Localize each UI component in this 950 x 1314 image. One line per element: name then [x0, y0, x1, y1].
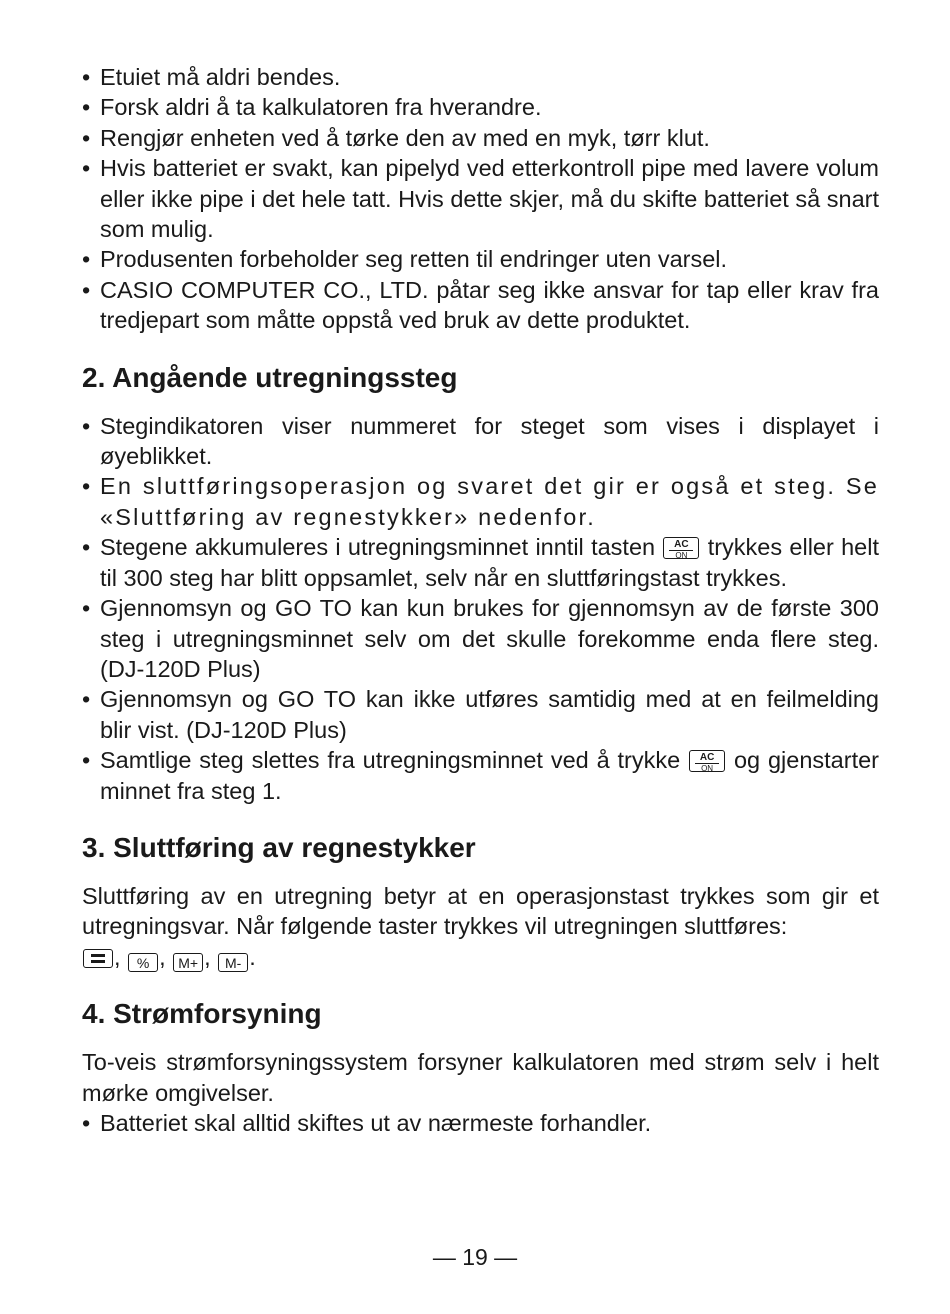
- intro-bullet-list: [82, 62, 879, 336]
- ac-on-key-icon: [689, 750, 725, 772]
- list-item: [82, 745, 879, 806]
- power-bullet-list: [82, 1108, 879, 1138]
- section-heading-completion: 3. Sluttføring av regnestykker: [82, 831, 476, 863]
- section-heading-power: 4. Strømforsyning: [82, 998, 322, 1030]
- key-label: ON: [701, 764, 714, 774]
- list-item: • Forsk aldri å ta kalkulatoren fra hverandre.: [82, 92, 879, 122]
- page-number: — 19 —: [432, 1244, 518, 1270]
- list-item-text: trykkes eller helt til 300 steg har blitt oppsamlet, selv når en sluttføringstast trykkes.: [100, 534, 879, 591]
- equals-key-icon: [83, 949, 113, 968]
- list-item-text: Stegene akkumuleres i utregningsminnet inntil tasten: [100, 534, 656, 561]
- section-heading-steps: 2. Angående utregningssteg: [82, 361, 458, 393]
- list-item: • Etuiet må aldri bendes.: [82, 62, 879, 92]
- list-item: • Stegindikatoren viser nummeret for steget som vises i displayet i øyeblikket.: [82, 411, 879, 472]
- list-item: [82, 532, 879, 593]
- memory-minus-key-icon: M-: [218, 953, 248, 972]
- percent-key-icon: %: [128, 953, 158, 972]
- list-item: • Gjennomsyn og GO TO kan kun brukes for gjennomsyn av de første 300 steg i utregningsminnet selv om det skulle forekomme enda flere steg. (DJ-120D Plus): [82, 593, 879, 684]
- list-item: • Hvis batteriet er svakt, kan pipelyd ved etterkontroll pipe med lavere volum eller ikke pipe i det hele tatt. Hvis dette skjer, må du skifte batteriet så snart som mulig.: [82, 153, 879, 244]
- list-item: • Rengjør enheten ved å tørke den av med en myk, tørr klut.: [82, 123, 879, 153]
- list-item: • CASIO COMPUTER CO., LTD. påtar seg ikke ansvar for tap eller krav fra tredjepart som måtte oppstå ved bruk av dette produktet.: [82, 275, 879, 336]
- list-item-text: og gjenstarter minnet fra steg 1.: [100, 747, 879, 804]
- steps-bullet-list: [82, 411, 879, 806]
- ac-on-key-icon: [663, 537, 699, 559]
- manual-page: [82, 62, 879, 1138]
- key-label: ON: [675, 551, 688, 561]
- separator: ,: [114, 943, 121, 970]
- memory-plus-key-icon: M+: [173, 953, 203, 972]
- separator: ,: [159, 943, 166, 970]
- completion-keys-line: [82, 942, 879, 972]
- list-item: • Batteriet skal alltid skiftes ut av nærmeste forhandler.: [82, 1108, 879, 1138]
- list-item: • Gjennomsyn og GO TO kan ikke utføres samtidig med at en feilmelding blir vist. (DJ-120D Plus): [82, 684, 879, 745]
- completion-paragraph: Sluttføring av en utregning betyr at en operasjonstast trykkes som gir et utregningsvar. Når følgende taster trykkes vil utregningen sluttføres:: [82, 882, 879, 940]
- power-paragraph: To-veis strømforsyningssystem forsyner kalkulatoren med strøm selv i helt mørke omgivelser.: [82, 1049, 879, 1106]
- separator: .: [249, 943, 256, 970]
- list-item-text: Samtlige steg slettes fra utregningsminnet ved å trykke: [100, 747, 681, 774]
- key-label: AC: [669, 540, 693, 551]
- separator: ,: [204, 943, 211, 970]
- list-item: • En sluttføringsoperasjon og svaret det gir er også et steg. Se «Sluttføring av regnestykker» nedenfor.: [82, 471, 879, 532]
- key-label: AC: [695, 753, 719, 764]
- list-item: • Produsenten forbeholder seg retten til endringer uten varsel.: [82, 244, 879, 274]
